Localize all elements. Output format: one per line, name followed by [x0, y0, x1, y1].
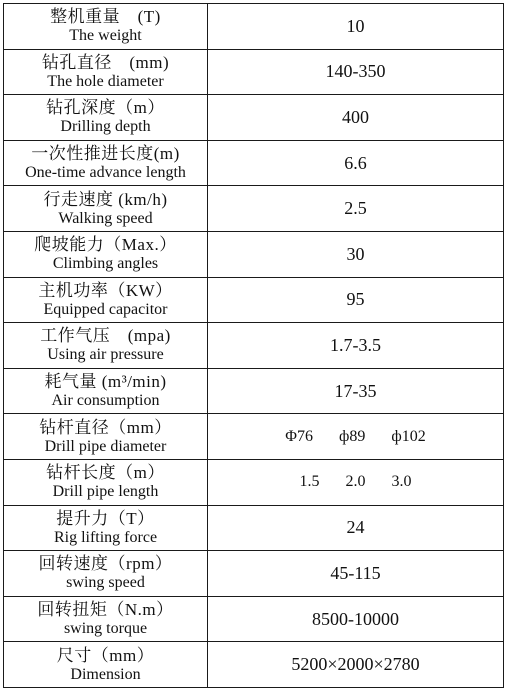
label-zh: 尺寸（mm） — [56, 645, 155, 665]
label-en: Climbing angles — [52, 255, 159, 273]
value-group — [208, 428, 503, 446]
row-value-cell — [208, 95, 504, 141]
value: 10 — [346, 15, 365, 36]
table-row — [4, 414, 504, 460]
table-row — [4, 551, 504, 597]
label-zh: 行走速度 (km/h) — [43, 189, 168, 209]
value: 30 — [346, 243, 365, 264]
value-option: 3.0 — [391, 473, 412, 491]
value: 17-35 — [334, 380, 377, 401]
row-value-cell — [208, 505, 504, 551]
table-row — [4, 368, 504, 414]
label-zh: 一次性推进长度(m) — [31, 144, 180, 164]
row-label-cell — [4, 323, 208, 369]
label-en: Drill pipe length — [52, 483, 159, 501]
value: 6.6 — [344, 152, 367, 173]
row-label-cell — [4, 277, 208, 323]
value: 5200×2000×2780 — [291, 654, 420, 675]
table-row — [4, 186, 504, 232]
label-en: Rig lifting force — [53, 528, 158, 546]
row-value-cell — [208, 140, 504, 186]
value-option: 1.5 — [299, 473, 320, 491]
label-en: swing torque — [63, 620, 148, 638]
label-zh: 钻孔直径 (mm) — [41, 52, 170, 72]
label-zh: 主机功率（KW） — [38, 280, 173, 300]
label-zh: 耗气量 (m³/min) — [44, 372, 167, 392]
label-zh: 回转扭矩（N.m） — [37, 600, 174, 620]
label-en: One-time advance length — [25, 164, 186, 182]
label-en: swing speed — [66, 574, 145, 592]
table-row — [4, 4, 504, 50]
row-value-cell — [208, 49, 504, 95]
value: 95 — [346, 289, 365, 310]
label-en: Drilling depth — [60, 118, 151, 136]
table-row — [4, 642, 504, 688]
row-label-cell — [4, 186, 208, 232]
table-row — [4, 459, 504, 505]
value-option: Φ76 — [285, 427, 313, 445]
table-row — [4, 323, 504, 369]
label-en: Walking speed — [58, 209, 153, 227]
value-group — [208, 473, 503, 491]
row-value-cell — [208, 414, 504, 460]
row-value-cell — [208, 596, 504, 642]
label-zh: 整机重量 (T) — [50, 7, 161, 27]
row-label-cell — [4, 140, 208, 186]
label-zh: 钻杆长度（m） — [46, 463, 165, 483]
row-label-cell — [4, 596, 208, 642]
row-label-cell — [4, 551, 208, 597]
row-label-cell — [4, 368, 208, 414]
row-label-cell — [4, 642, 208, 688]
label-zh: 钻孔深度（m） — [46, 98, 165, 118]
row-label-cell — [4, 4, 208, 50]
label-en: Air consumption — [51, 392, 160, 410]
row-value-cell — [208, 642, 504, 688]
value: 400 — [342, 106, 369, 127]
table-row — [4, 231, 504, 277]
value: 45-115 — [330, 562, 381, 583]
row-label-cell — [4, 95, 208, 141]
row-label-cell — [4, 505, 208, 551]
row-value-cell — [208, 186, 504, 232]
table-row — [4, 277, 504, 323]
label-zh: 钻杆直径（mm） — [39, 417, 172, 437]
value-option: 2.0 — [345, 473, 366, 491]
label-en: Using air pressure — [47, 346, 164, 364]
row-value-cell — [208, 551, 504, 597]
row-value-cell — [208, 277, 504, 323]
label-en: Equipped capacitor — [43, 300, 168, 318]
row-value-cell — [208, 4, 504, 50]
table-row — [4, 95, 504, 141]
row-value-cell — [208, 231, 504, 277]
value: 140-350 — [325, 61, 386, 82]
value: 24 — [346, 517, 365, 538]
label-en: Dimension — [70, 665, 141, 683]
label-zh: 提升力（T） — [56, 508, 155, 528]
table-row — [4, 505, 504, 551]
value-option: ф102 — [391, 427, 426, 445]
label-zh: 爬坡能力（Max.） — [34, 235, 177, 255]
spec-table — [3, 3, 504, 688]
label-zh: 回转速度（rpm） — [38, 554, 173, 574]
value: 1.7-3.5 — [330, 334, 381, 355]
value: 8500-10000 — [312, 608, 399, 629]
row-value-cell — [208, 323, 504, 369]
label-en: The hole diameter — [47, 72, 164, 90]
row-value-cell — [208, 368, 504, 414]
row-label-cell — [4, 459, 208, 505]
table-row — [4, 596, 504, 642]
value-option: ф89 — [338, 427, 366, 445]
row-value-cell — [208, 459, 504, 505]
row-label-cell — [4, 414, 208, 460]
table-row — [4, 49, 504, 95]
table-row — [4, 140, 504, 186]
label-en: The weight — [69, 27, 142, 45]
value: 2.5 — [344, 198, 367, 219]
label-en: Drill pipe diameter — [44, 437, 167, 455]
label-zh: 工作气压 (mpa) — [40, 326, 171, 346]
row-label-cell — [4, 231, 208, 277]
row-label-cell — [4, 49, 208, 95]
